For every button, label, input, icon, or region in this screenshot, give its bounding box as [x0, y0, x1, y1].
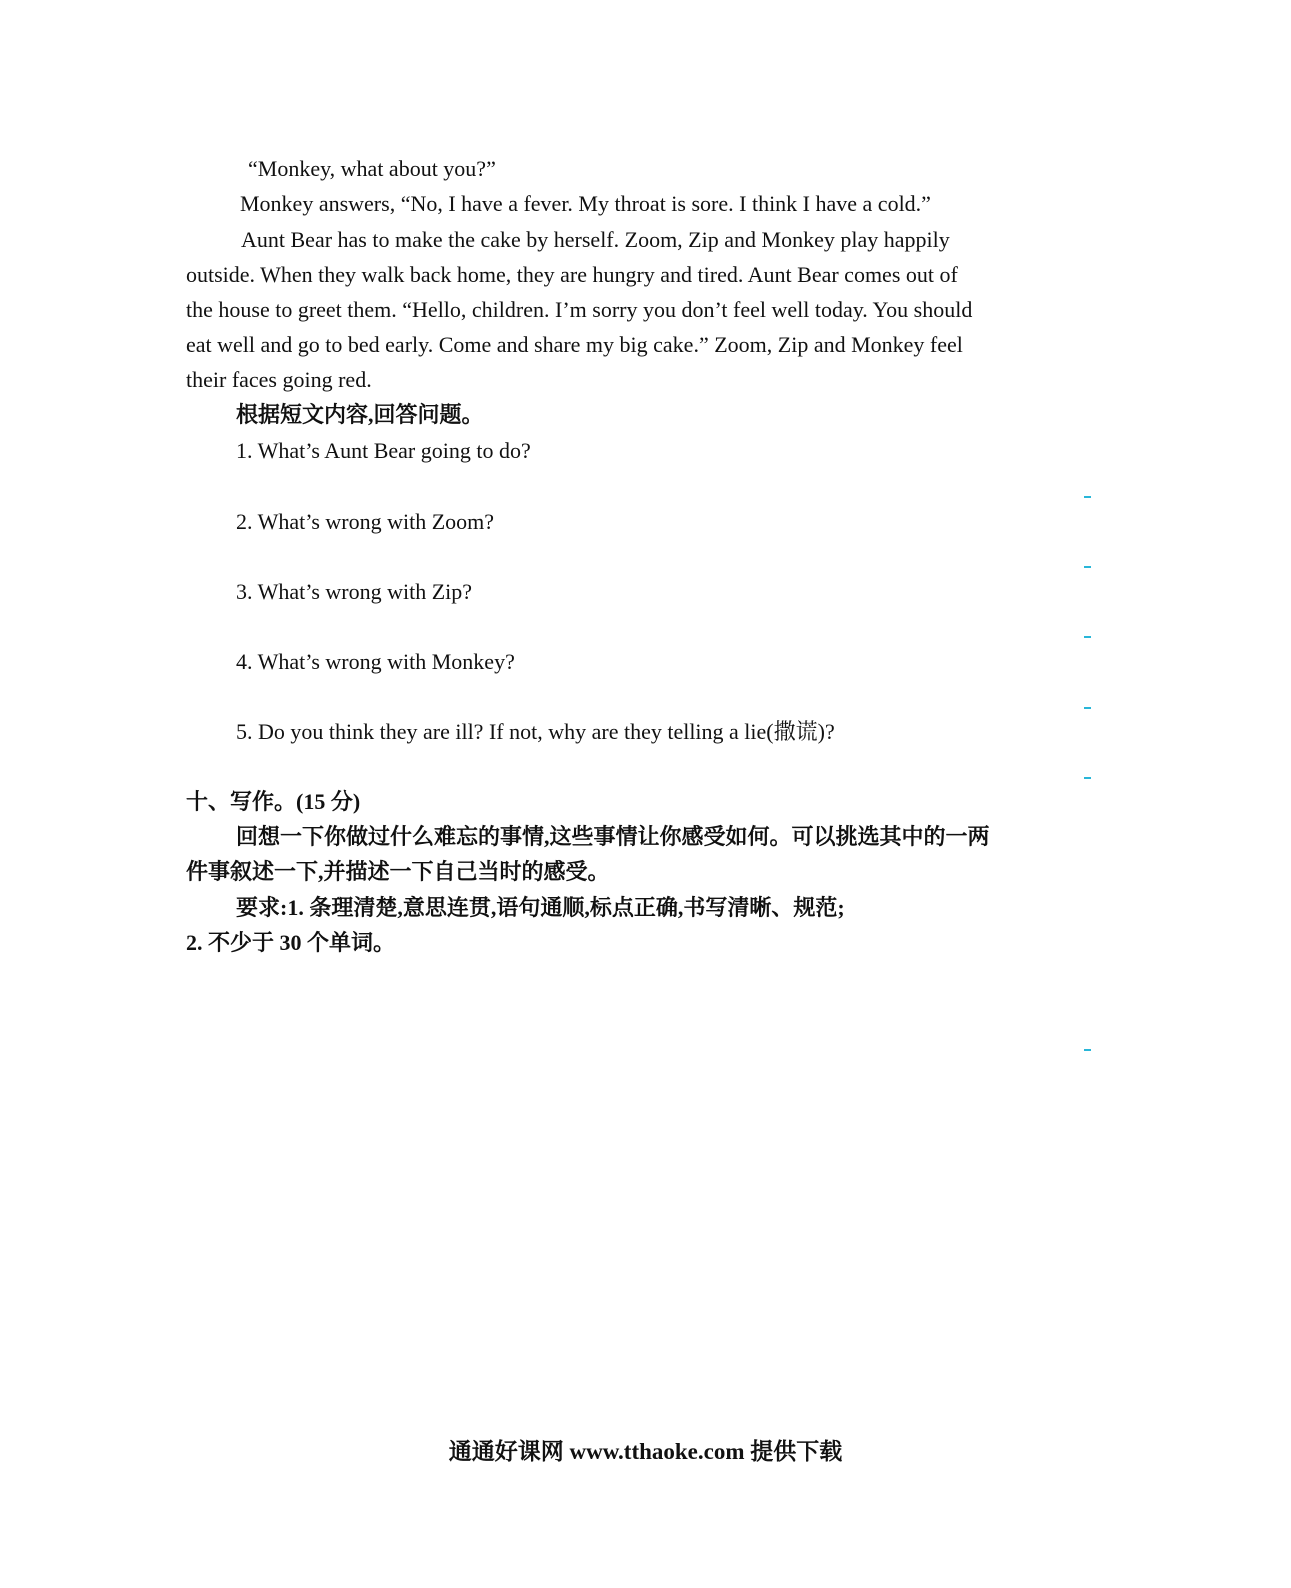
story-line-1: “Monkey, what about you?”	[248, 156, 496, 181]
story-line-5: the house to greet them. “Hello, children. I’m sorry you don’t feel well today. You should	[186, 297, 973, 322]
answer-line-mark-2	[1084, 566, 1091, 568]
writing-prompt-line-2: 件事叙述一下,并描述一下自己当时的感受。	[186, 859, 610, 884]
story-line-6: eat well and go to bed early. Come and share my big cake.” Zoom, Zip and Monkey feel	[186, 332, 963, 357]
question-5: 5. Do you think they are ill? If not, why are they telling a lie(撒谎)?	[236, 719, 835, 744]
writing-requirements-line-2: 2. 不少于 30 个单词。	[186, 930, 396, 955]
questions-instruction: 根据短文内容,回答问题。	[236, 402, 484, 427]
writing-prompt-line-1: 回想一下你做过什么难忘的事情,这些事情让你感受如何。可以挑选其中的一两	[236, 824, 990, 849]
answer-line-mark-5	[1084, 777, 1091, 779]
question-2: 2. What’s wrong with Zoom?	[236, 509, 495, 534]
answer-line-mark-1	[1084, 496, 1091, 498]
answer-line-mark-4	[1084, 707, 1091, 709]
download-footer: 通通好课网 www.tthaoke.com 提供下载	[448, 1439, 843, 1464]
answer-line-mark-3	[1084, 636, 1091, 638]
answer-line-mark-6	[1084, 1049, 1091, 1051]
story-line-7: their faces going red.	[186, 367, 372, 392]
writing-heading: 十、写作。(15 分)	[186, 789, 361, 814]
story-line-3: Aunt Bear has to make the cake by herself. Zoom, Zip and Monkey play happily	[241, 227, 950, 252]
question-3: 3. What’s wrong with Zip?	[236, 579, 473, 604]
question-1: 1. What’s Aunt Bear going to do?	[236, 438, 531, 463]
story-line-4: outside. When they walk back home, they are hungry and tired. Aunt Bear comes out of	[186, 262, 958, 287]
writing-requirements-line-1: 要求:1. 条理清楚,意思连贯,语句通顺,标点正确,书写清晰、规范;	[236, 895, 845, 920]
question-4: 4. What’s wrong with Monkey?	[236, 649, 515, 674]
story-line-2: Monkey answers, “No, I have a fever. My throat is sore. I think I have a cold.”	[240, 191, 931, 216]
